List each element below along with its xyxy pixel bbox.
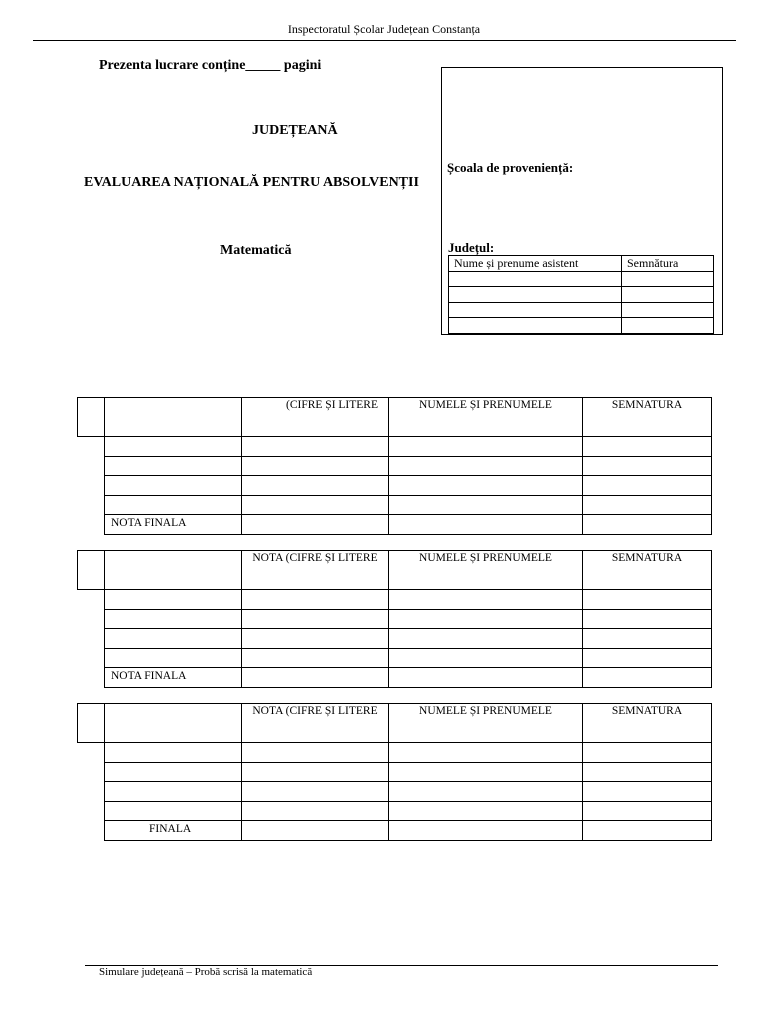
assistant-signature-cell[interactable] [622,271,714,287]
grade-row [105,743,712,763]
final-grade-label: NOTA FINALA [105,668,242,688]
assistant-name-cell[interactable] [449,302,622,318]
grade-header-nota: NOTA (CIFRE ȘI LITERE [242,551,389,590]
grade-header-name: NUMELE ȘI PRENUMELE [389,398,583,437]
final-grade-label: FINALA [105,821,242,841]
grade-header-blank [105,551,242,590]
exam-title: EVALUAREA NAȚIONALĂ PENTRU ABSOLVENȚII [84,175,419,190]
grade-header-nota: NOTA (CIFRE ȘI LITERE [242,704,389,743]
grade-table [104,550,712,688]
header-divider [33,40,736,41]
assistant-signature-cell[interactable] [622,302,714,318]
grade-row [105,762,712,782]
assistant-name-header: Nume și prenume asistent [449,256,622,272]
grade-table [104,397,712,535]
assistant-row [449,287,714,303]
county-label: Județul: [448,240,495,255]
school-label: Școala de proveniență: [447,160,574,175]
grade-header-name: NUMELE ȘI PRENUMELE [389,704,583,743]
grade-header-blank [105,398,242,437]
grade-row [105,648,712,668]
grade-row [105,476,712,496]
assistant-signature-cell[interactable] [622,318,714,334]
assistant-row [449,302,714,318]
footer-text: Simulare județeană – Probă scrisă la matematică [99,966,313,978]
grade-final-row [105,821,712,841]
grade-row [105,609,712,629]
grade-table-header [105,704,712,743]
grade-row [105,782,712,802]
assistant-signature-cell[interactable] [622,287,714,303]
assistant-table [448,255,714,334]
subject-title: Matematică [220,243,292,258]
assistant-table-header [449,256,714,272]
grade-header-signature: SEMNATURA [583,551,712,590]
grade-header-signature: SEMNATURA [583,704,712,743]
assistant-name-cell[interactable] [449,318,622,334]
assistant-name-cell[interactable] [449,271,622,287]
grade-header-signature: SEMNATURA [583,398,712,437]
exam-level-title: JUDEȚEANĂ [252,123,338,138]
assistant-row [449,318,714,334]
grade-row [105,801,712,821]
header-institution: Inspectoratul Școlar Județean Constanța [287,22,481,36]
grade-table [104,703,712,841]
grade-header-nota: (CIFRE ȘI LITERE [242,398,389,437]
grade-table-side-cell [77,550,105,590]
grade-row [105,629,712,649]
grade-final-row [105,515,712,535]
grade-table-header [105,398,712,437]
assistant-row [449,271,714,287]
pages-count-line: Prezenta lucrare conține_____ pagini [99,58,322,73]
grade-table-side-cell [77,397,105,437]
grade-final-row [105,668,712,688]
assistant-name-cell[interactable] [449,287,622,303]
grade-table-header [105,551,712,590]
grade-table-side-cell [77,703,105,743]
grade-row [105,456,712,476]
assistant-signature-header: Semnătura [622,256,714,272]
grade-row [105,437,712,457]
final-grade-label: NOTA FINALA [105,515,242,535]
grade-row [105,590,712,610]
grade-header-blank [105,704,242,743]
grade-header-name: NUMELE ȘI PRENUMELE [389,551,583,590]
grade-row [105,495,712,515]
